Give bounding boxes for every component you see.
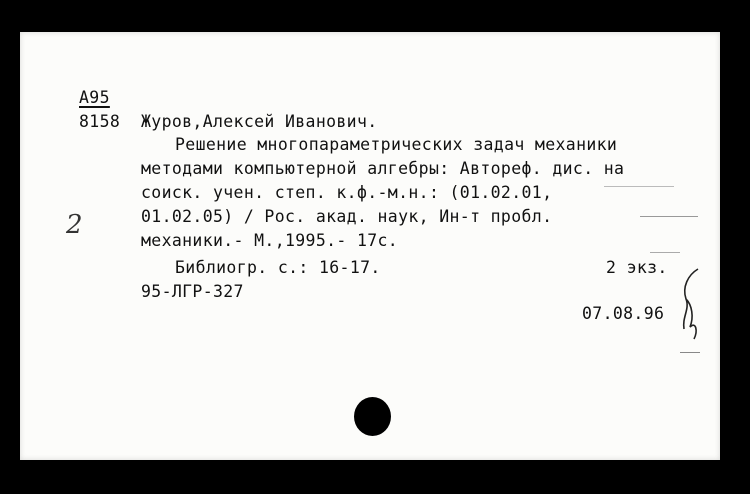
card-number: 8158 (79, 112, 121, 131)
scan-noise (650, 252, 680, 253)
card-date: 07.08.96 (582, 304, 665, 323)
scan-noise (640, 216, 698, 217)
bibliography-note: Библиогр. с.: 16-17. (175, 258, 381, 277)
title-line: методами компьютерной алгебры: Автореф. дис. на (141, 159, 625, 178)
registration-code: 95-ЛГР-327 (141, 282, 244, 301)
title-line: Решение многопараметрических задач механики (175, 135, 618, 154)
handwritten-mark: 2 (66, 210, 83, 240)
shelf-mark: А95 (79, 88, 110, 107)
scan-noise (604, 186, 674, 187)
punch-hole-icon (354, 397, 391, 436)
title-line: механики.- М.,1995.- 17с. (141, 231, 399, 250)
signature-icon (676, 265, 704, 345)
title-line: 01.02.05) / Рос. акад. наук, Ин-т пробл. (141, 207, 553, 226)
copies-count: 2 экз. (606, 258, 668, 277)
scan-noise (680, 352, 700, 353)
title-line: соиск. учен. степ. к.ф.-м.н.: (01.02.01, (141, 183, 553, 202)
author-name: Журов,Алексей Иванович. (141, 112, 378, 131)
